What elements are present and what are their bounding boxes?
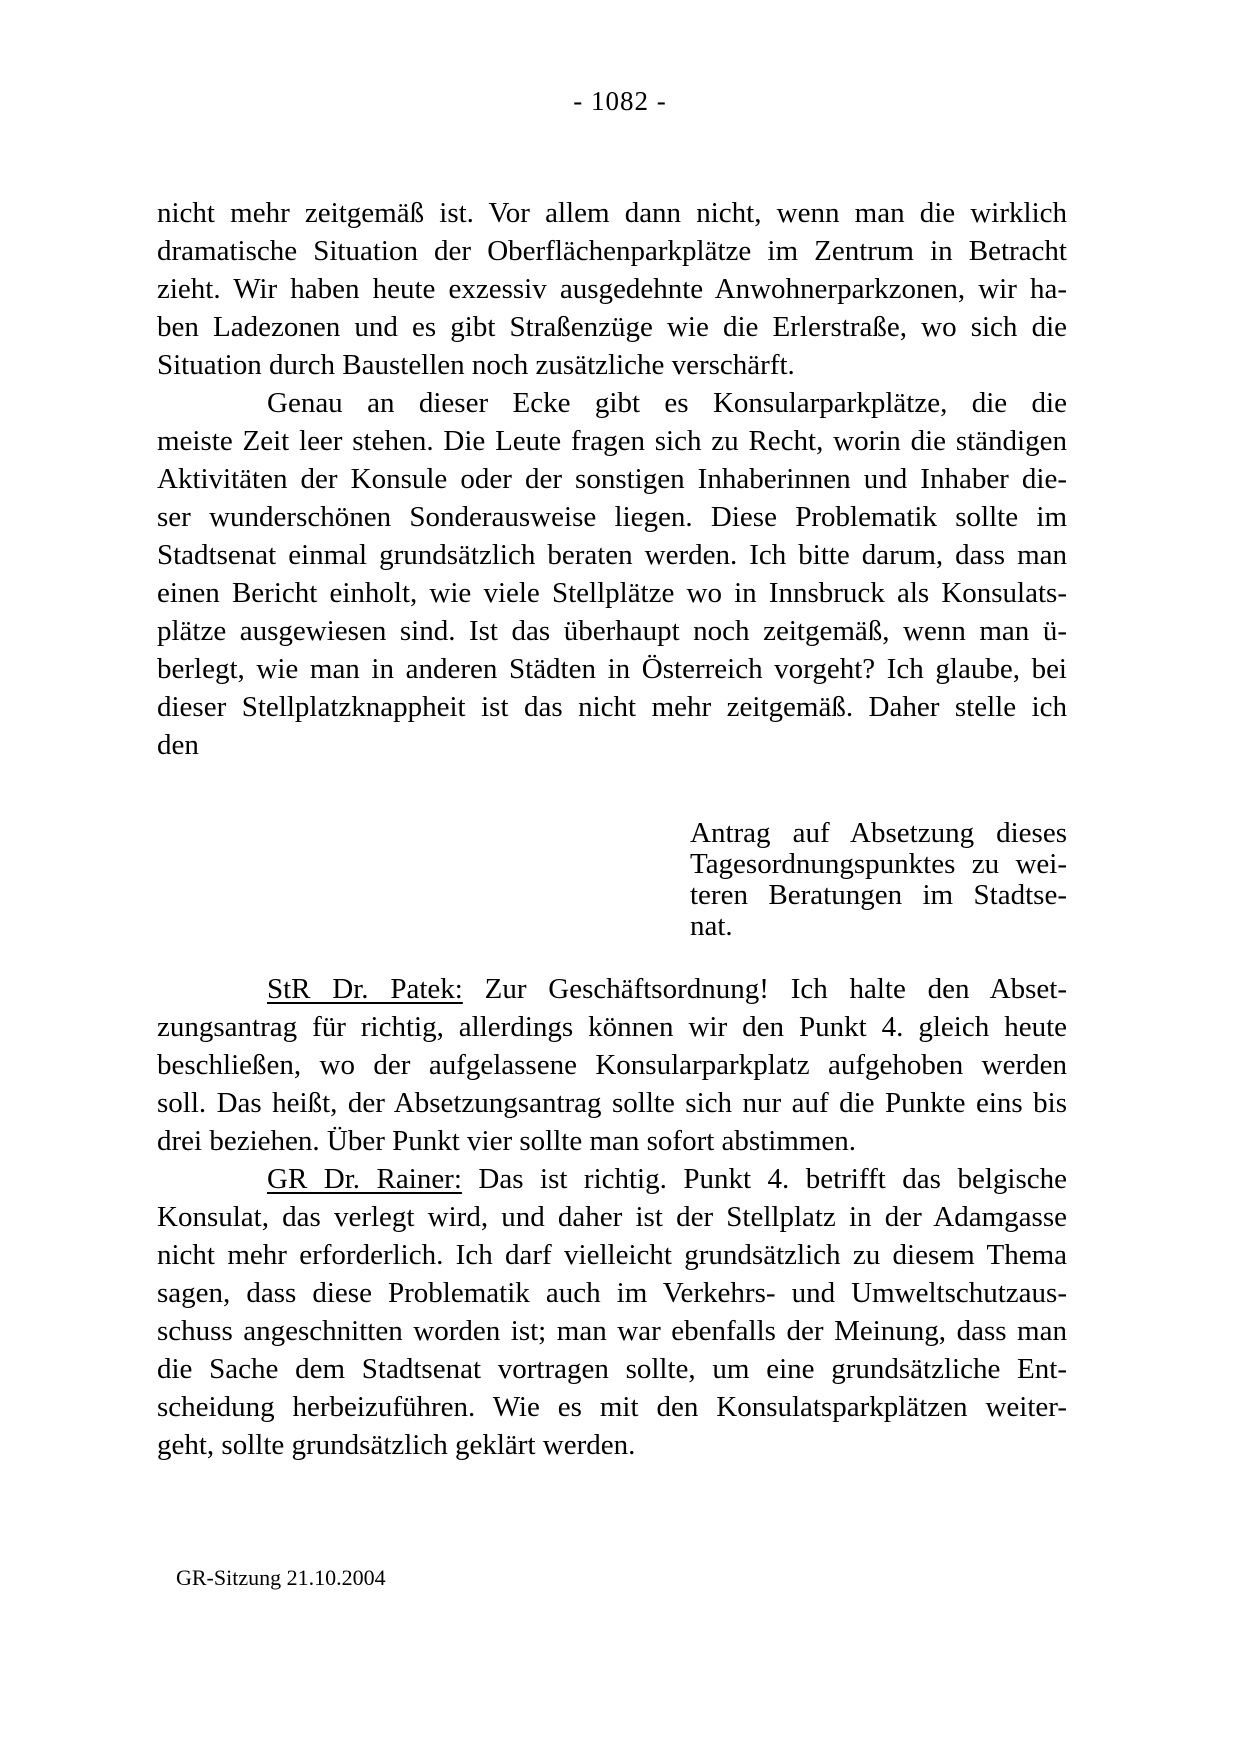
- speaker-name: GR Dr. Rainer:: [267, 1163, 462, 1195]
- text-line: sagen, dass diese Problematik auch im Verkehrs- und Umweltschutzaus-: [157, 1277, 1067, 1309]
- text-line: Tagesordnungspunktes zu wei-: [690, 848, 1067, 880]
- text-line: soll. Das heißt, der Absetzungsantrag sollte sich nur auf die Punkte eins bis: [157, 1087, 1067, 1119]
- text-line: Konsulat, das verlegt wird, und daher ist der Stellplatz in der Adamgasse: [157, 1201, 1067, 1233]
- text-line: [157, 1160, 1067, 1198]
- speech-text: Das ist richtig. Punkt 4. betrifft das belgische: [461, 1163, 1067, 1195]
- paragraph-speech-rainer: [157, 1160, 1067, 1464]
- text-line: meiste Zeit leer stehen. Die Leute fragen sich zu Recht, worin die ständigen: [157, 425, 1067, 457]
- paragraph-intro: [157, 194, 1067, 384]
- speech-text: Zur Geschäftsordnung! Ich halte den Abset-: [462, 973, 1067, 1005]
- text-line: nicht mehr erforderlich. Ich darf vielleicht grundsätzlich zu diesem Thema: [157, 1239, 1067, 1271]
- text-line: Stadtsenat einmal grundsätzlich beraten werden. Ich bitte darum, dass man: [157, 539, 1067, 571]
- text-line: dieser Stellplatzknappheit ist das nicht mehr zeitgemäß. Daher stelle ich: [157, 691, 1067, 723]
- page-number: - 1082 -: [573, 86, 667, 116]
- text-line: ben Ladezonen und es gibt Straßenzüge wie die Erlerstraße, wo sich die: [157, 311, 1067, 343]
- text-line: die Sache dem Stadtsenat vortragen sollte, um eine grundsätzliche Ent-: [157, 1353, 1067, 1385]
- text-line: Genau an dieser Ecke gibt es Konsularparkplätze, die die: [267, 387, 1067, 419]
- text-line: nicht mehr zeitgemäß ist. Vor allem dann nicht, wenn man die wirklich: [157, 197, 1067, 229]
- text-line: dramatische Situation der Oberflächenparkplätze im Zentrum in Betracht: [157, 235, 1067, 267]
- speaker-name: StR Dr. Patek:: [267, 973, 463, 1005]
- text-line: scheidung herbeizuführen. Wie es mit den Konsulatsparkplätzen weiter-: [157, 1391, 1067, 1423]
- text-line: plätze ausgewiesen sind. Ist das überhaupt noch zeitgemäß, wenn man ü-: [157, 615, 1067, 647]
- text-line: zungsantrag für richtig, allerdings können wir den Punkt 4. gleich heute: [157, 1011, 1067, 1043]
- page-footer: GR-Sitzung 21.10.2004: [176, 1565, 386, 1590]
- text-line: drei beziehen. Über Punkt vier sollte man sofort abstimmen.: [157, 1125, 857, 1157]
- text-line: berlegt, wie man in anderen Städten in Österreich vorgeht? Ich glaube, bei: [157, 653, 1067, 685]
- text-column: [157, 194, 1067, 1464]
- text-line: einen Bericht einholt, wie viele Stellplätze wo in Innsbruck als Konsulats-: [157, 577, 1067, 609]
- text-line: den: [157, 729, 199, 761]
- text-line: nat.: [690, 910, 733, 942]
- text-line: teren Beratungen im Stadtse-: [690, 879, 1067, 911]
- text-line: Aktivitäten der Konsule oder der sonstigen Inhaberinnen und Inhaber die-: [157, 463, 1067, 495]
- text-line: beschließen, wo der aufgelassene Konsularparkplatz aufgehoben werden: [157, 1049, 1067, 1081]
- text-line: geht, sollte grundsätzlich geklärt werden.: [157, 1429, 636, 1461]
- text-line: [157, 970, 1067, 1008]
- paragraph-konsularparkplaetze: [157, 384, 1067, 764]
- paragraph-speech-patek: [157, 970, 1067, 1160]
- text-line: zieht. Wir haben heute exzessiv ausgedehnte Anwohnerparkzonen, wir ha-: [157, 273, 1067, 305]
- text-line: ser wunderschönen Sonderausweise liegen. Diese Problematik sollte im: [157, 501, 1067, 533]
- text-line: schuss angeschnitten worden ist; man war ebenfalls der Meinung, dass man: [157, 1315, 1067, 1347]
- text-line: Situation durch Baustellen noch zusätzliche verschärft.: [157, 349, 795, 381]
- motion-block: [690, 818, 1067, 942]
- text-line: Antrag auf Absetzung dieses: [690, 817, 1067, 849]
